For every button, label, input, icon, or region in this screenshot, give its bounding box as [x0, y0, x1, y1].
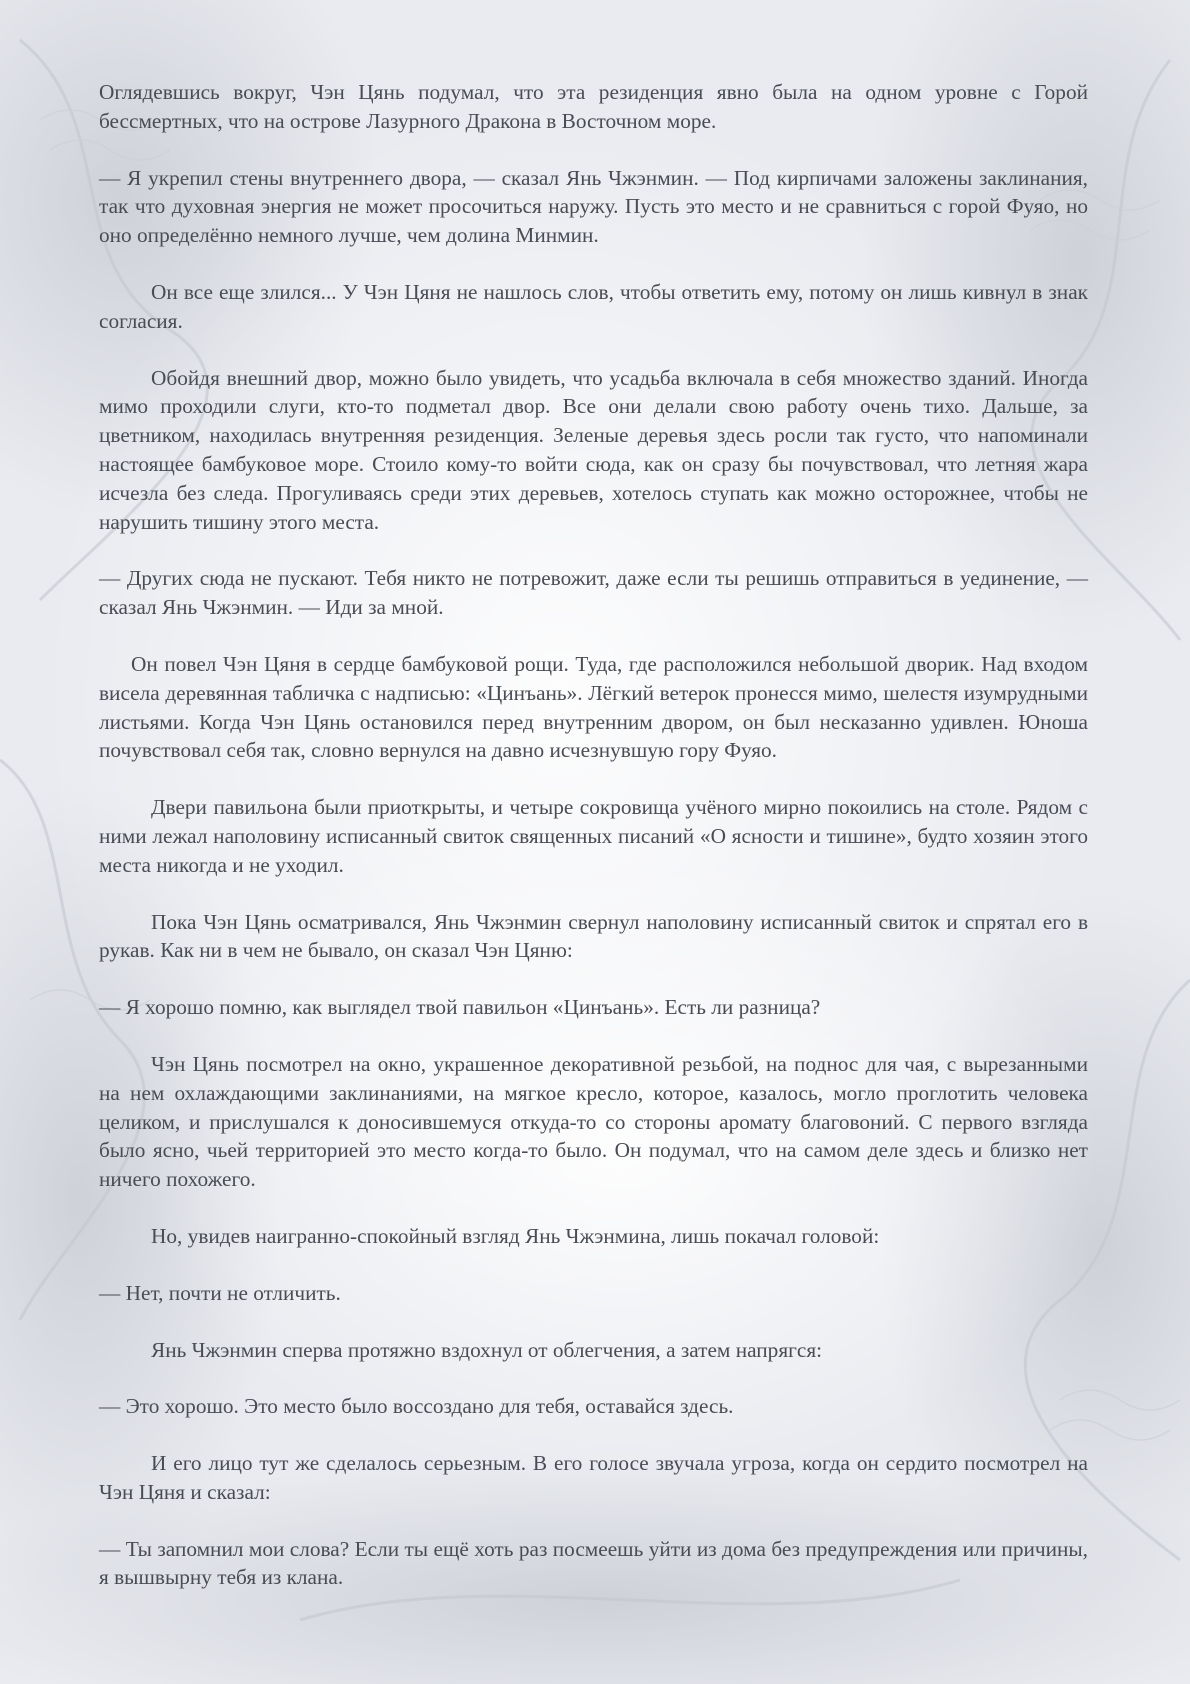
paragraph-1: Оглядевшись вокруг, Чэн Цянь подумал, что эта резиденция явно была на одном уровне с Горой бессмертных, что на острове Лазурного Дракона в Восточном море.	[99, 80, 1088, 133]
paragraph-10: Чэн Цянь посмотрел на окно, украшенное декоративной резьбой, на поднос для чая, с вырезанными на нем охлаждающими заклинаниями, на мягкое кресло, которое, казалось, могло проглотить человека целиком, и прислушался к доносившемуся откуда-то со стороны аромату благовоний. С первого взгляда было ясно, чьей территорией это место когда-то было. Он подумал, что на самом деле здесь и близко нет ничего похожего.	[99, 1051, 1088, 1192]
paragraph-3: Он все еще злился... У Чэн Цяня не нашлось слов, чтобы ответить ему, потому он лишь кивнул в знак согласия.	[99, 279, 1088, 333]
paragraph-8: Пока Чэн Цянь осматривался, Янь Чжэнмин свернул наполовину исписанный свиток и спрятал его в рукав. Как ни в чем не бывало, он сказал Чэн Цяню:	[99, 909, 1088, 963]
paragraph-5: — Других сюда не пускают. Тебя никто не потревожит, даже если ты решишь отправиться в уединение, — сказал Янь Чжэнмин. — Иди за мной.	[99, 566, 1088, 620]
paragraph-16: — Ты запомнил мои слова? Если ты ещё хоть раз посмеешь уйти из дома без предупреждения или причины, я вышвырну тебя из клана.	[99, 1536, 1088, 1590]
paragraph-14: — Это хорошо. Это место было воссоздано для тебя, оставайся здесь.	[99, 1394, 734, 1419]
paragraph-12: — Нет, почти не отличить.	[99, 1280, 341, 1305]
paragraph-13: Янь Чжэнмин сперва протяжно вздохнул от облегчения, а затем напрягся:	[151, 1337, 823, 1362]
paragraph-11: Но, увидев наигранно-спокойный взгляд Янь Чжэнмина, лишь покачал головой:	[151, 1223, 880, 1248]
paragraph-4: Обойдя внешний двор, можно было увидеть, что усадьба включала в себя множество зданий. Иногда мимо проходили слуги, кто-то подметал двор. Все они делали свою работу очень тихо. Дальше, за цветником, находилась внутренняя резиденция. Зеленые деревья здесь росли так густо, что напоминали настоящее бамбуковое море. Стоило кому-то войти сюда, как он сразу бы почувствовал, что летняя жара исчезла без следа. Прогуливаясь среди этих деревьев, хотелось ступать как можно осторожнее, чтобы не нарушить тишину этого места.	[99, 365, 1088, 534]
paragraph-9: — Я хорошо помню, как выглядел твой павильон «Цинъань». Есть ли разница?	[99, 995, 821, 1020]
paragraph-15: И его лицо тут же сделалось серьезным. В его голосе звучала угроза, когда он сердито посмотрел на Чэн Цяня и сказал:	[99, 1451, 1088, 1504]
paragraph-7: Двери павильона были приоткрыты, и четыре сокровища учёного мирно покоились на столе. Рядом с ними лежал наполовину исписанный свиток священных писаний «О ясности и тишине», будто хозяин этого места никогда и не уходил.	[99, 795, 1088, 877]
paragraph-6: Он повел Чэн Цяня в сердце бамбуковой рощи. Туда, где расположился небольшой дворик. Над входом висела деревянная табличка с надписью: «Цинъань». Лёгкий ветерок пронесся мимо, шелестя изумрудными листьями. Когда Чэн Цянь остановился перед внутренним двором, он был несказанно удивлен. Юноша почувствовал себя так, словно вернулся на давно исчезнувшую гору Фуяо.	[99, 651, 1088, 763]
paragraph-2: — Я укрепил стены внутреннего двора, — сказал Янь Чжэнмин. — Под кирпичами заложены заклинания, так что духовная энергия не может просочиться наружу. Пусть это место и не сравниться с горой Фуяо, но оно определённо немного лучше, чем долина Минмин.	[99, 165, 1088, 248]
document-body	[99, 78, 1088, 1620]
